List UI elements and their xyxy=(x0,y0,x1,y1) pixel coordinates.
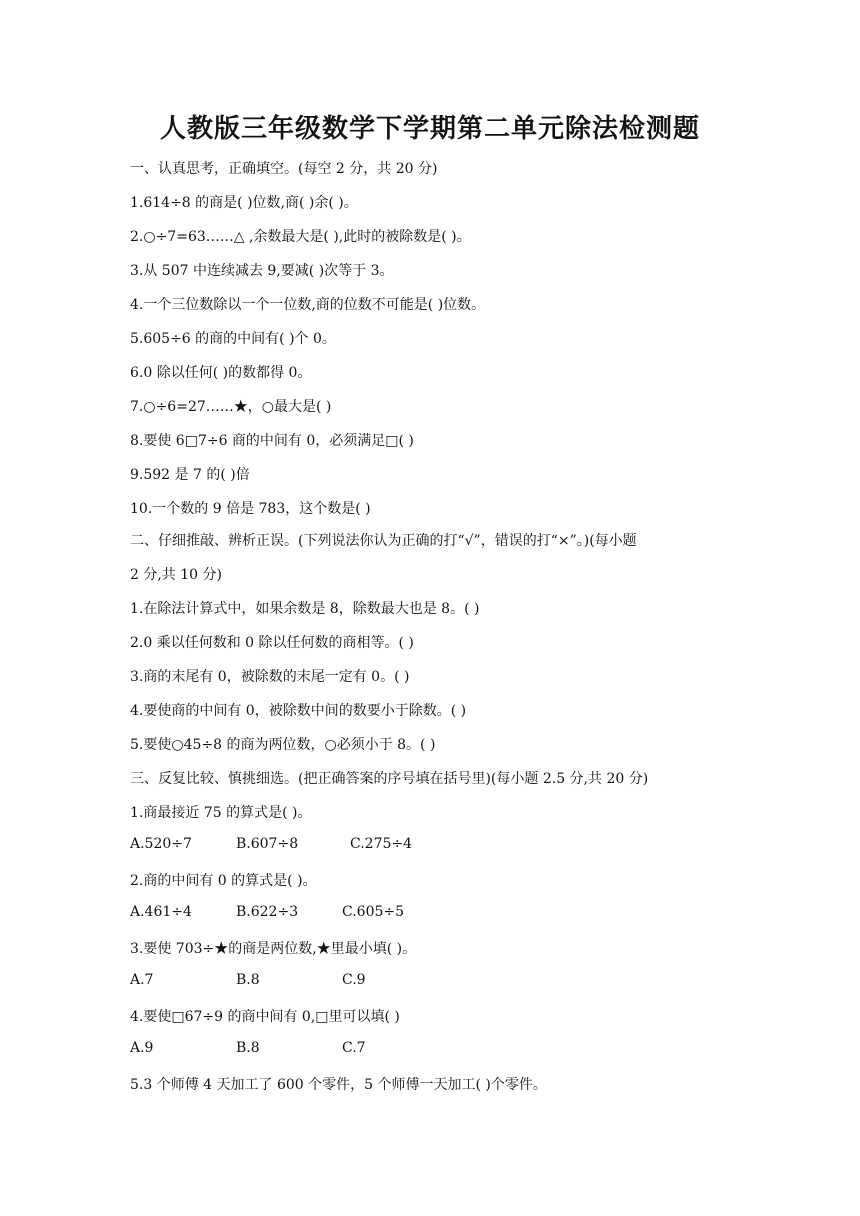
fill-blank-item-1: 1.614÷8 的商是( )位数,商( )余( )。 xyxy=(130,195,358,211)
option-b: B.8 xyxy=(236,972,260,988)
page-title: 人教版三年级数学下学期第二单元除法检测题 xyxy=(159,114,700,144)
option-a: A.7 xyxy=(130,972,154,988)
choice-question-1: 1.商最接近 75 的算式是( )。 xyxy=(130,805,312,821)
section2-heading-line2: 2 分,共 10 分) xyxy=(130,567,222,583)
true-false-item-2: 2.0 乘以任何数和 0 除以任何数的商相等。( ) xyxy=(130,635,414,651)
option-b: B.8 xyxy=(236,1040,260,1056)
option-b: B.607÷8 xyxy=(236,836,299,852)
true-false-item-3: 3.商的末尾有 0，被除数的末尾一定有 0。( ) xyxy=(130,669,410,685)
fill-blank-item-6: 6.0 除以任何( )的数都得 0。 xyxy=(130,365,312,381)
fill-blank-item-2: 2.○÷7=63……△ ,余数最大是( ),此时的被除数是( )。 xyxy=(130,229,471,245)
true-false-item-4: 4.要使商的中间有 0，被除数中间的数要小于除数。( ) xyxy=(130,703,467,719)
fill-blank-item-5: 5.605÷6 的商的中间有( )个 0。 xyxy=(130,331,336,347)
option-c: C.605÷5 xyxy=(342,904,405,920)
option-b: B.622÷3 xyxy=(236,904,299,920)
option-a: A.9 xyxy=(130,1040,154,1056)
fill-blank-item-8: 8.要使 6□7÷6 商的中间有 0，必须满足□( ) xyxy=(130,433,414,449)
choice-question-3: 3.要使 703÷★的商是两位数,★里最小填( )。 xyxy=(130,941,417,957)
section2-heading-line1: 二、仔细推敲、辨析正误。(下列说法你认为正确的打“√”，错误的打“×”。)(每小题 xyxy=(130,533,637,549)
true-false-item-5: 5.要使○45÷8 的商为两位数，○必须小于 8。( ) xyxy=(130,737,436,753)
fill-blank-item-10: 10.一个数的 9 倍是 783，这个数是( ) xyxy=(130,501,371,517)
choice-question-4: 4.要使□67÷9 的商中间有 0,□里可以填( ) xyxy=(130,1009,400,1025)
option-c: C.9 xyxy=(342,972,366,988)
fill-blank-item-4: 4.一个三位数除以一个一位数,商的位数不可能是( )位数。 xyxy=(130,297,486,313)
section3-heading: 三、反复比较、慎挑细选。(把正确答案的序号填在括号里)(每小题 2.5 分,共 20 分) xyxy=(130,771,649,787)
true-false-item-1: 1.在除法计算式中，如果余数是 8，除数最大也是 8。( ) xyxy=(130,601,480,617)
fill-blank-item-9: 9.592 是 7 的( )倍 xyxy=(130,467,250,483)
option-a: A.461÷4 xyxy=(130,904,192,920)
option-c: C.275÷4 xyxy=(350,836,413,852)
section1-heading: 一、认真思考，正确填空。(每空 2 分，共 20 分) xyxy=(130,161,438,177)
option-c: C.7 xyxy=(342,1040,366,1056)
choice-question-2: 2.商的中间有 0 的算式是( )。 xyxy=(130,873,317,889)
option-a: A.520÷7 xyxy=(130,836,192,852)
fill-blank-item-3: 3.从 507 中连续减去 9,要减( )次等于 3。 xyxy=(130,263,394,279)
fill-blank-item-7: 7.○÷6=27……★，○最大是( ) xyxy=(130,399,332,415)
choice-question-5: 5.3 个师傅 4 天加工了 600 个零件，5 个师傅一天加工( )个零件。 xyxy=(130,1077,547,1093)
